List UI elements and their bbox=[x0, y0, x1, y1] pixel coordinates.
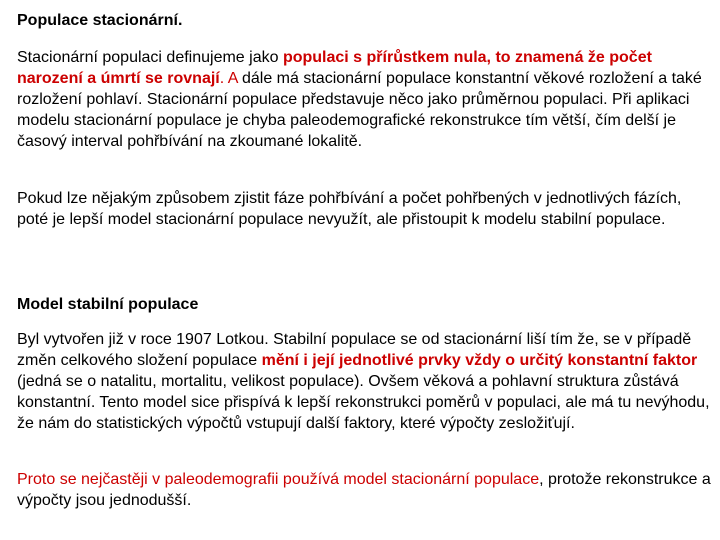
paragraph-stable-model bbox=[17, 329, 713, 434]
highlight-constant-factor: mění i její jednotlivé prvky vždy o určitý konstantní faktor bbox=[261, 352, 698, 369]
highlight-conclusion: Proto se nejčastěji v paleodemografii používá model stacionární populace bbox=[17, 471, 540, 488]
paragraph-stationary-definition bbox=[17, 47, 713, 152]
highlight-dot: . A bbox=[219, 70, 238, 87]
text-segment: Byl vytvořen již v roce 1907 Lotkou. Stabilní populace se od stacionární liší tím že, se v případě změn celkového složení populace bbox=[17, 331, 692, 369]
paragraph-conclusion bbox=[17, 469, 713, 511]
text-segment: Stacionární populaci definujeme jako bbox=[17, 49, 283, 66]
highlight-definition: populaci s přírůstkem nula, to znamená že počet narození a úmrtí se rovnají bbox=[17, 49, 652, 87]
heading-stable-model: Model stabilní populace bbox=[17, 296, 199, 313]
text-segment: , protože rekonstrukce a výpočty jsou jednodušší. bbox=[17, 471, 711, 509]
paragraph-burial-phases: Pokud lze nějakým způsobem zjistit fáze pohřbívání a počet pohřbených v jednotlivých fázích, poté je lepší model stacionární populace nevyužít, ale přistoupit k modelu stabilní populace. bbox=[17, 190, 682, 228]
text-segment: (jedná se o natalitu, mortalitu, velikost populace). Ovšem věková a pohlavní struktura zůstává konstantní. Tento model sice přispívá k lepší rekonstrukci poměrů v populaci, ale má tu nevýhodu, že nám do statistických výpočtů vstupují další faktory, které výpočty zesložiťují. bbox=[17, 373, 710, 432]
heading-stationary: Populace stacionární. bbox=[17, 12, 183, 29]
text-segment: dále má stacionární populace konstantní věkové rozložení a také rozložení pohlaví. Stacionární populace představuje něco jako průměrnou populaci. Při aplikaci modelu stacionární populace je chyba paleodemografické rekonstrukce tím větší, čím delší je časový interval pohřbívání na zkoumané lokalitě. bbox=[17, 70, 702, 150]
